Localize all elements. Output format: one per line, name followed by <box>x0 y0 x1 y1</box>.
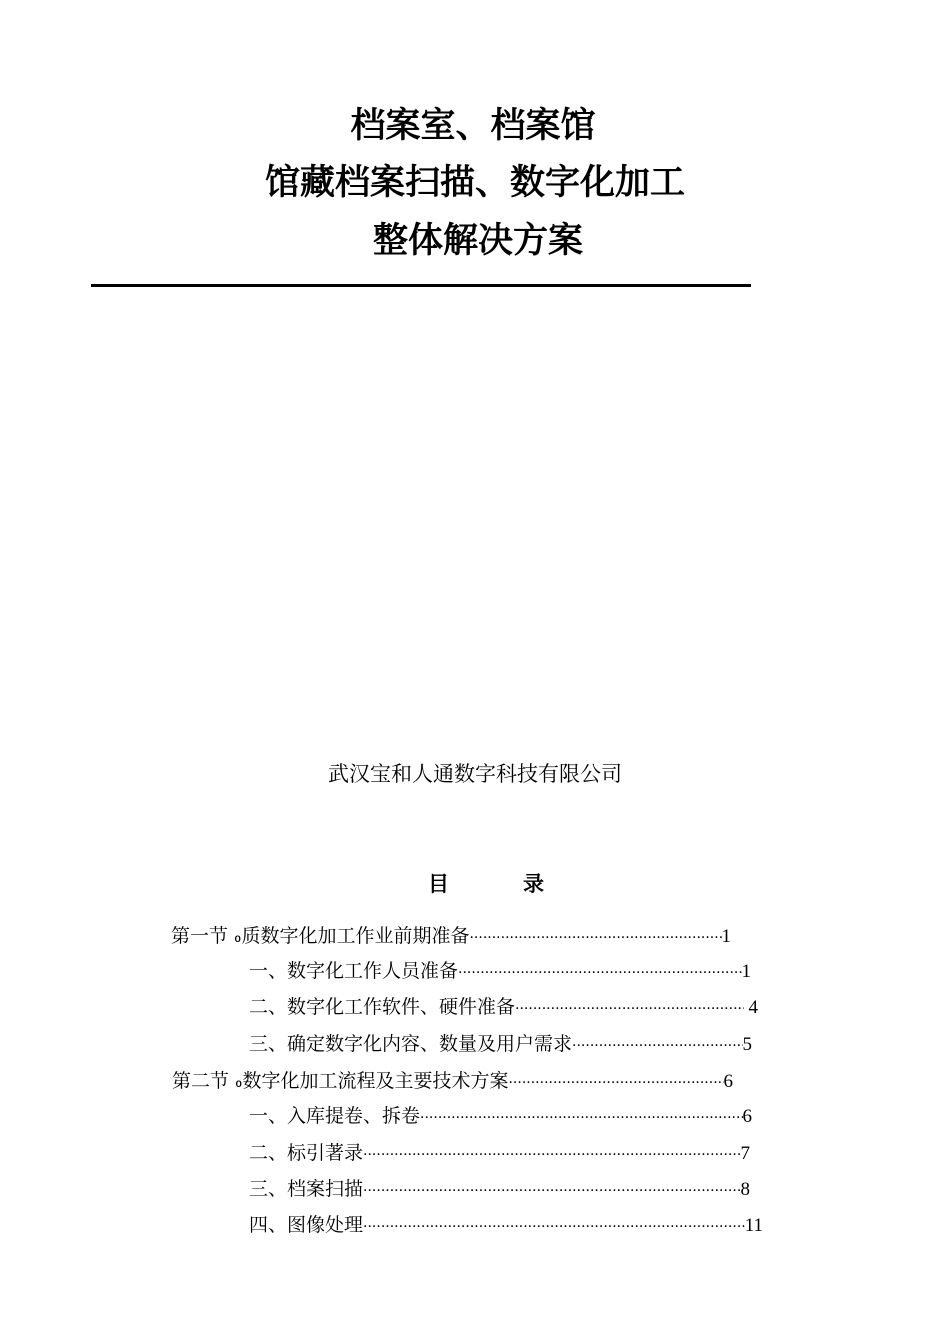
toc-entry[interactable] <box>249 1176 750 1204</box>
toc-entry-label: 三、确定数字化内容、数量及用户需求 <box>249 1033 573 1055</box>
toc-entry-label: 第一节 ៰质数字化加工作业前期准备 <box>171 925 470 947</box>
toc-entry-label: 三、档案扫描 <box>249 1178 364 1200</box>
toc-entry[interactable] <box>249 1031 752 1059</box>
toc-entry-page: 5 <box>742 1034 752 1055</box>
toc-entry-label: 二、数字化工作软件、硬件准备 <box>249 996 516 1018</box>
toc-entry-leader <box>420 1105 742 1131</box>
toc-entry-page: 4 <box>743 997 758 1018</box>
toc-entry[interactable] <box>171 923 731 951</box>
toc-entry-page: 1 <box>721 926 731 947</box>
toc-entry[interactable] <box>249 1212 763 1240</box>
toc-entry-leader <box>572 1033 742 1059</box>
toc-entry[interactable] <box>172 1068 733 1096</box>
toc-entry-page: 1 <box>741 961 751 982</box>
toc-entry-leader <box>469 925 721 951</box>
toc-entry-label: 四、图像处理 <box>249 1214 364 1236</box>
toc-entry[interactable] <box>249 1140 750 1168</box>
title-underline-rule <box>91 284 751 287</box>
toc-entry[interactable] <box>249 1103 752 1131</box>
toc-entry-page: 6 <box>723 1071 733 1092</box>
toc-entry-leader <box>363 1142 740 1168</box>
toc-entry-leader <box>363 1214 745 1240</box>
toc-entry-page: 6 <box>742 1106 752 1127</box>
toc-entry-leader <box>508 1070 723 1096</box>
toc-heading <box>428 870 544 898</box>
title-line-1: 档案室、档案馆 <box>350 106 596 146</box>
toc-entry-leader <box>458 960 741 986</box>
toc-entry-page: 11 <box>744 1215 763 1236</box>
toc-entry-page: 8 <box>740 1179 750 1200</box>
title-line-2: 馆藏档案扫描、数字化加工 <box>264 163 685 203</box>
toc-heading-char-1: 目 <box>428 872 449 896</box>
toc-entry-leader <box>363 1178 740 1204</box>
toc-entry-label: 一、入库提卷、拆卷 <box>249 1105 421 1127</box>
toc-entry-page: 7 <box>740 1143 750 1164</box>
toc-entry-label: 第二节 ៰数字化加工流程及主要技术方案 <box>172 1070 509 1092</box>
toc-entry-leader <box>515 996 744 1022</box>
toc-entry-label: 二、标引著录 <box>249 1142 364 1164</box>
toc-entry[interactable] <box>249 958 751 986</box>
toc-entry[interactable] <box>249 994 758 1022</box>
toc-heading-char-2: 录 <box>523 872 544 896</box>
toc-entry-label: 一、数字化工作人员准备 <box>249 960 459 982</box>
company-name: 武汉宝和人通数字科技有限公司 <box>328 762 622 786</box>
title-line-3: 整体解决方案 <box>372 221 583 261</box>
